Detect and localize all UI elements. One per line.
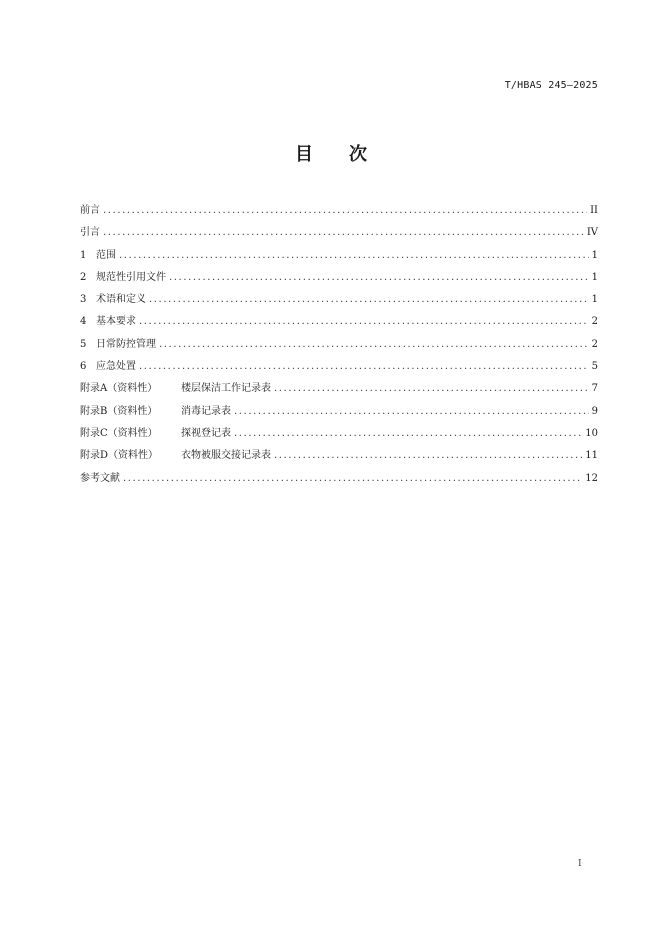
toc-entry-page: 1 [591, 249, 598, 261]
toc-entry[interactable] [80, 402, 598, 424]
page-title [0, 140, 662, 166]
toc-entry-page: 9 [591, 405, 598, 417]
toc-entry-label: 前言 [80, 205, 100, 216]
toc-dot-leader [149, 294, 589, 305]
toc-dot-leader [103, 205, 587, 216]
toc-entry-number: 1 [80, 249, 87, 261]
toc-entry-appendix-prefix: 附录D（资料性） [80, 450, 159, 462]
toc-entry[interactable] [80, 312, 598, 334]
toc-entry-label: 楼层保洁工作记录表 [181, 383, 271, 395]
toc-entry-page: 1 [591, 271, 598, 283]
toc-entry-page: 7 [591, 383, 598, 395]
toc-entry[interactable] [80, 469, 598, 491]
toc-entry[interactable] [80, 246, 598, 268]
toc-entry[interactable] [80, 223, 598, 245]
title-char-1: 目 [295, 144, 313, 165]
toc-dot-leader [274, 450, 582, 461]
toc-entry[interactable] [80, 424, 598, 446]
toc-dot-leader [159, 339, 589, 350]
toc-entry-label: 基本要求 [96, 316, 136, 328]
toc-dot-leader [139, 316, 589, 327]
toc-dot-leader [234, 406, 589, 417]
toc-entry-label: 探视登记表 [181, 427, 231, 439]
toc-entry[interactable] [80, 290, 598, 312]
toc-entry-label: 消毒记录表 [181, 405, 231, 417]
toc-entry-page: II [590, 205, 598, 216]
page-number: I [578, 859, 582, 869]
toc-entry-number: 6 [80, 361, 87, 373]
toc-entry-label: 术语和定义 [96, 294, 146, 306]
toc-entry-page: 10 [585, 427, 598, 439]
toc-entry-page: 1 [591, 294, 598, 306]
title-char-2: 次 [349, 144, 367, 165]
toc-entry-page: 5 [591, 361, 598, 373]
toc-entry[interactable] [80, 357, 598, 379]
toc-entry-label: 范围 [96, 249, 116, 261]
toc-entry-page: 2 [591, 338, 598, 350]
document-code: T/HBAS 245—2025 [504, 80, 598, 91]
toc-entry-page: 2 [591, 316, 598, 328]
toc-entry[interactable] [80, 446, 598, 468]
toc-entry-appendix-prefix: 附录A（资料性） [80, 383, 158, 395]
toc-dot-leader [274, 383, 589, 394]
toc-entry-number: 4 [80, 316, 87, 328]
toc-entry-page: IV [586, 227, 598, 239]
toc-entry-number: 2 [80, 271, 87, 283]
toc-entry-appendix-prefix: 附录B（资料性） [80, 405, 158, 417]
toc-entry[interactable] [80, 335, 598, 357]
toc-dot-leader [234, 428, 582, 439]
toc-dot-leader [119, 250, 589, 261]
toc-entry-label: 引言 [80, 227, 100, 239]
toc-entry-label: 日常防控管理 [96, 338, 156, 350]
toc-entry-page: 12 [585, 472, 598, 484]
toc-entry-number: 3 [80, 294, 87, 306]
toc-entry[interactable] [80, 268, 598, 290]
toc-entry[interactable] [80, 379, 598, 401]
table-of-contents [80, 201, 598, 491]
toc-entry-appendix-prefix: 附录C（资料性） [80, 427, 158, 439]
toc-entry-label: 应急处置 [96, 361, 136, 373]
toc-entry-number: 5 [80, 338, 87, 350]
toc-dot-leader [103, 227, 584, 238]
toc-dot-leader [169, 272, 589, 283]
toc-dot-leader [123, 473, 582, 484]
toc-entry-label: 参考文献 [80, 472, 120, 484]
toc-entry-label: 规范性引用文件 [96, 271, 166, 283]
toc-entry-page: 11 [585, 450, 598, 462]
toc-entry[interactable] [80, 201, 598, 223]
toc-entry-label: 衣物被服交接记录表 [181, 450, 271, 462]
toc-dot-leader [139, 361, 589, 372]
